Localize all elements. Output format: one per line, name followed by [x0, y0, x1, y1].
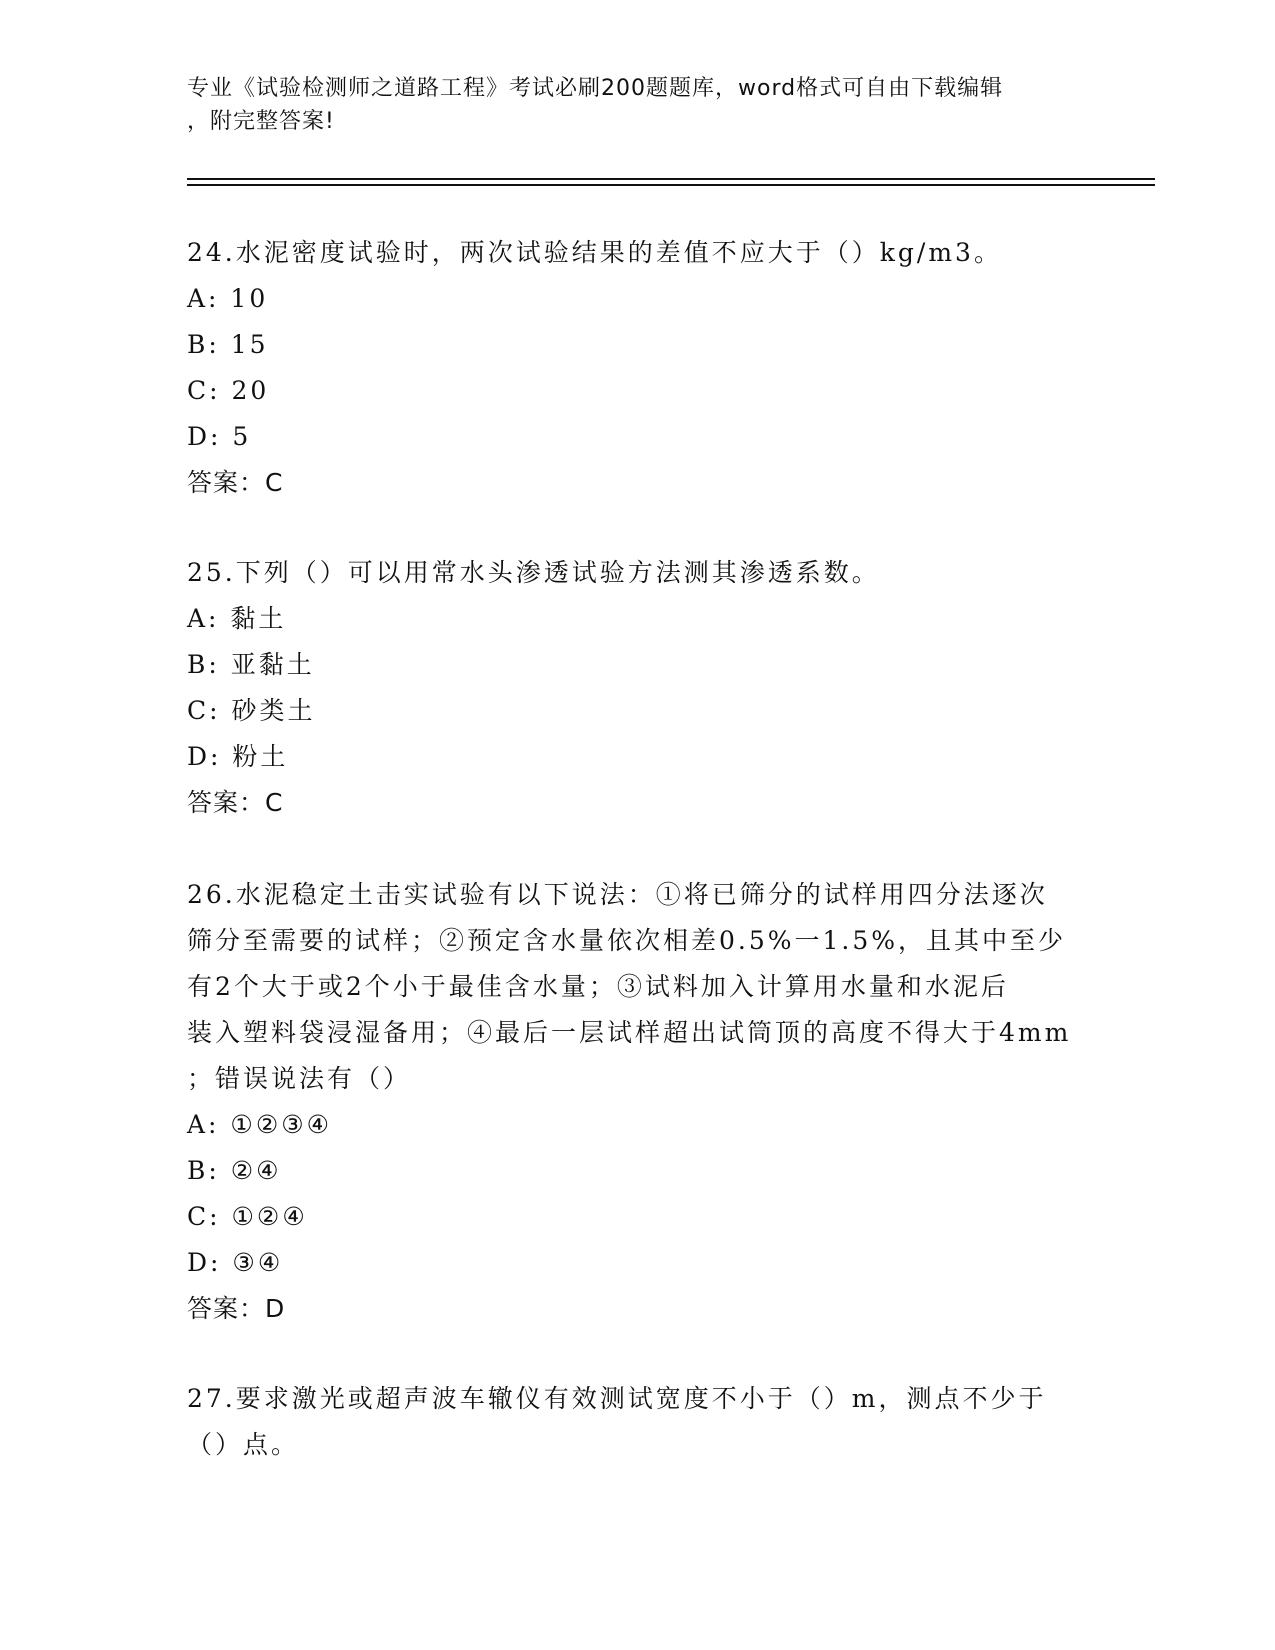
question-27 [187, 1376, 1087, 1468]
option-a: A: 10 [187, 284, 269, 313]
option-d: D: ③④ [187, 1248, 284, 1277]
question-text-line-4: 装入塑料袋浸湿备用；④最后一层试样超出试筒顶的高度不得大于4mm [187, 1018, 1072, 1047]
option-a: A: ①②③④ [187, 1110, 333, 1139]
header-divider-bottom [187, 184, 1155, 186]
option-b: B: 亚黏土 [187, 650, 315, 679]
question-text-line-1: 26.水泥稳定土击实试验有以下说法：①将已筛分的试样用四分法逐次 [187, 880, 1048, 909]
header-line-1: 专业《试验检测师之道路工程》考试必刷200题题库，word格式可自由下载编辑 [187, 76, 1004, 101]
header-line-2: ，附完整答案! [187, 109, 335, 134]
question-text-line-2: （）点。 [187, 1430, 300, 1459]
answer: 答案：D [187, 1294, 286, 1323]
option-c: C: ①②④ [187, 1202, 308, 1231]
question-text-line-2: 筛分至需要的试样；②预定含水量依次相差0.5%一1.5%，且其中至少 [187, 926, 1067, 955]
question-text-line-5: ；错误说法有（） [187, 1064, 412, 1093]
option-c: C: 20 [187, 376, 270, 405]
answer: 答案：C [187, 788, 284, 817]
question-text: 25.下列（）可以用常水头渗透试验方法测其渗透系数。 [187, 558, 880, 587]
question-26 [187, 872, 1087, 1332]
option-a: A: 黏土 [187, 604, 287, 633]
option-c: C: 砂类土 [187, 696, 316, 725]
header-divider-top [187, 178, 1155, 180]
option-b: B: ②④ [187, 1156, 282, 1185]
question-text-line-1: 27.要求激光或超声波车辙仪有效测试宽度不小于（）m，测点不少于 [187, 1384, 1047, 1413]
question-text: 24.水泥密度试验时，两次试验结果的差值不应大于（）kg/m3。 [187, 238, 1002, 267]
document-header [187, 72, 1067, 138]
question-25 [187, 550, 1087, 826]
question-text-line-3: 有2个大于或2个小于最佳含水量；③试料加入计算用水量和水泥后 [187, 972, 1009, 1001]
question-24 [187, 230, 1087, 506]
answer: 答案：C [187, 468, 284, 497]
option-b: B: 15 [187, 330, 269, 359]
option-d: D: 粉土 [187, 742, 289, 771]
option-d: D: 5 [187, 422, 252, 451]
